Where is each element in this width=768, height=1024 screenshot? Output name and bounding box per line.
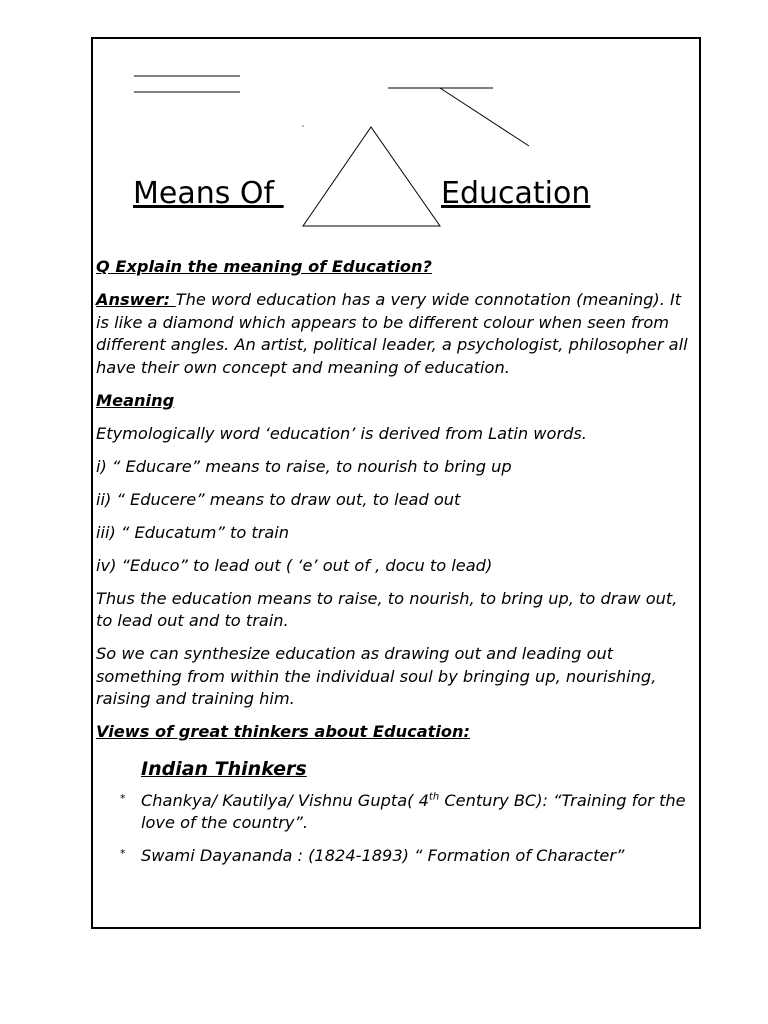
meaning-item: iii) “ Educatum” to train <box>96 522 290 542</box>
title-right: Education <box>441 176 591 211</box>
thinker-text: Swami Dayananda : (1824-1893) “ Formation of Character” <box>141 845 625 865</box>
answer-label: Answer: <box>96 290 176 309</box>
thinker-text: Chankya/ Kautilya/ Vishnu Gupta( 4 <box>141 790 429 810</box>
views-heading: Views of great thinkers about Education: <box>96 722 471 741</box>
indian-thinkers-heading: Indian Thinkers <box>141 757 307 780</box>
bullet-icon: * <box>120 846 126 860</box>
ordinal-suffix: th <box>428 791 440 803</box>
meaning-heading: Meaning <box>96 390 175 410</box>
document-body <box>96 256 696 877</box>
meaning-synthesis: So we can synthesize education as drawing out and leading out something from within the individual soul by bringing up, nourishing, raising and training him. <box>96 644 657 708</box>
answer-text: The word education has a very wide connotation (meaning). It is like a diamond which appears to be different colour when seen from different angles. An artist, political leader, a psychologist, philosopher all have their own concept and meaning of education. <box>96 290 688 377</box>
bullet-icon: * <box>120 791 126 805</box>
question-heading: Q Explain the meaning of Education? <box>96 257 432 276</box>
meaning-thus: Thus the education means to raise, to nourish, to bring up, to draw out, to lead out and to train. <box>96 588 678 630</box>
title-left: Means Of <box>133 176 284 211</box>
meaning-item: i) “ Educare” means to raise, to nourish to bring up <box>96 456 512 476</box>
thinkers-list <box>96 790 696 868</box>
meaning-item: ii) “ Educere” means to draw out, to lead out <box>96 489 461 509</box>
list-item <box>96 790 696 835</box>
thinker-text-rest: Century BC): “Training for the love of the country”. <box>141 790 686 832</box>
list-item <box>96 845 696 868</box>
meaning-intro: Etymologically word ‘education’ is derived from Latin words. <box>96 423 587 443</box>
answer-paragraph <box>96 289 696 379</box>
meaning-item: iv) “Educo” to lead out ( ‘e’ out of , docu to lead) <box>96 555 493 575</box>
